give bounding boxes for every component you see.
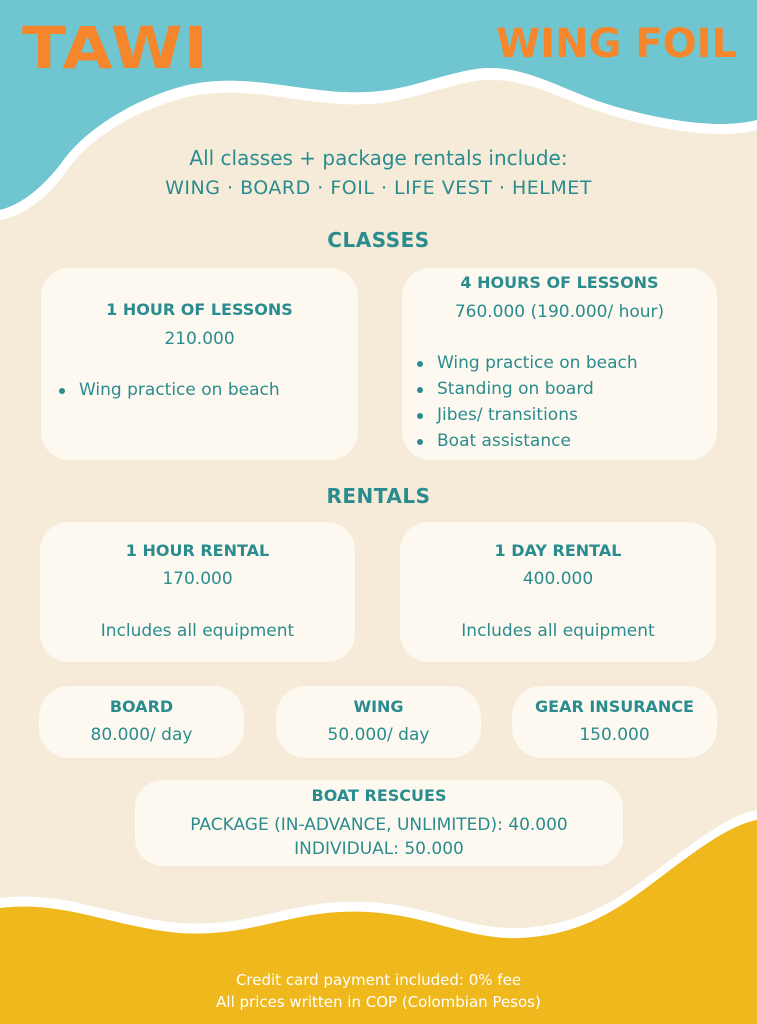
intro-line: All classes + package rentals include: bbox=[189, 146, 568, 170]
list-item: Wing practice on beach bbox=[413, 350, 638, 376]
card-title: WING bbox=[353, 697, 404, 716]
classes-heading: CLASSES bbox=[327, 228, 430, 252]
individual-price: INDIVIDUAL: 50.000 bbox=[294, 839, 464, 859]
extra-card-wing bbox=[276, 686, 481, 758]
equipment-list: WING · BOARD · FOIL · LIFE VEST · HELMET bbox=[165, 177, 592, 199]
list-item: Standing on board bbox=[413, 376, 638, 402]
extra-card-board bbox=[39, 686, 244, 758]
card-bullet-list bbox=[55, 377, 280, 403]
card-price: 150.000 bbox=[579, 725, 650, 745]
card-price: 170.000 bbox=[162, 569, 233, 589]
rental-card-1-day bbox=[400, 522, 716, 662]
class-card-1-hour bbox=[41, 268, 358, 460]
list-item: Jibes/ transitions bbox=[413, 402, 638, 428]
tawi-logo: TAWI bbox=[22, 14, 209, 82]
extra-card-gear-insurance bbox=[512, 686, 717, 758]
card-note: Includes all equipment bbox=[100, 621, 295, 641]
card-price: 50.000/ day bbox=[327, 725, 430, 745]
card-title: 1 DAY RENTAL bbox=[494, 541, 622, 560]
list-item: Boat assistance bbox=[413, 428, 638, 454]
currency-note: All prices written in COP (Colombian Pesos) bbox=[216, 993, 541, 1011]
card-title: BOARD bbox=[109, 697, 174, 716]
card-price: 760.000 (190.000/ hour) bbox=[454, 302, 665, 322]
card-title: 1 HOUR RENTAL bbox=[125, 541, 270, 560]
card-price: 80.000/ day bbox=[90, 725, 193, 745]
card-title: BOAT RESCUES bbox=[311, 786, 447, 805]
card-title: 4 HOURS OF LESSONS bbox=[460, 273, 659, 292]
card-bullet-list bbox=[413, 350, 638, 454]
card-title: 1 HOUR OF LESSONS bbox=[106, 300, 293, 319]
class-card-4-hours bbox=[402, 268, 717, 460]
card-note: Includes all equipment bbox=[461, 621, 655, 641]
page-title: WING FOIL bbox=[496, 21, 737, 67]
card-price: 210.000 bbox=[164, 329, 235, 349]
list-item: Wing practice on beach bbox=[55, 377, 280, 403]
rentals-heading: RENTALS bbox=[326, 484, 431, 508]
payment-note: Credit card payment included: 0% fee bbox=[235, 971, 522, 989]
card-title: GEAR INSURANCE bbox=[535, 697, 694, 716]
boat-rescues-card bbox=[135, 780, 623, 866]
rental-card-1-hour bbox=[40, 522, 355, 662]
card-price: 400.000 bbox=[522, 569, 594, 589]
package-price: PACKAGE (IN-ADVANCE, UNLIMITED): 40.000 bbox=[190, 815, 568, 835]
